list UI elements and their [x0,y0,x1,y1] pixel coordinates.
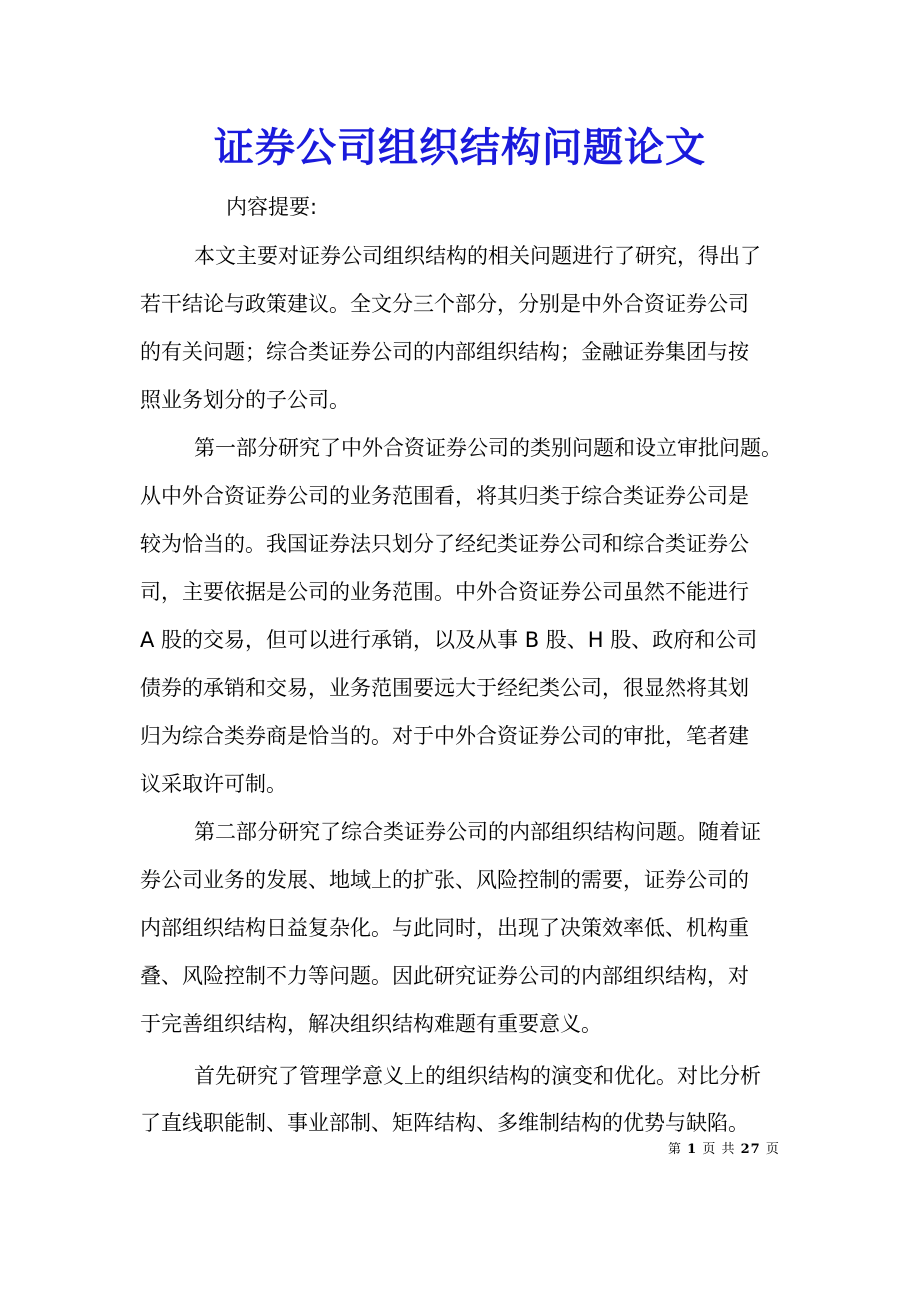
text-line: 债券的承销和交易，业务范围要远大于经纪类公司，很显然将其划 [140,676,749,700]
text-line: 的有关问题；综合类证券公司的内部组织结构；金融证券集团与按 [140,340,749,364]
page-prefix: 第 [668,1142,683,1157]
text-line: A 股的交易，但可以进行承销，以及从事 B 股、H 股、政府和公司 [140,628,758,652]
text-line: 第二部分研究了综合类证券公司的内部组织结构问题。随着证 [194,820,761,844]
page-total: 27 [740,1142,761,1157]
text-line: 内部组织结构日益复杂化。与此同时，出现了决策效率低、机构重 [140,916,749,940]
text-line: 叠、风险控制不力等问题。因此研究证券公司的内部组织结构，对 [140,964,749,988]
abstract-label: 内容提要: [226,195,318,219]
text-line: 了直线职能制、事业部制、矩阵结构、多维制结构的优势与缺陷。 [140,1111,749,1135]
page-footer [668,1141,780,1159]
page-middle: 页 共 [702,1142,736,1157]
document-title: 证券公司组织结构问题论文 [214,124,706,171]
text-line: 较为恰当的。我国证券法只划分了经纪类证券公司和综合类证券公 [140,532,749,556]
text-line: 议采取许可制。 [140,772,287,796]
text-line: 从中外合资证券公司的业务范围看，将其归类于综合类证券公司是 [140,484,749,508]
text-line: 归为综合类券商是恰当的。对于中外合资证券公司的审批，笔者建 [140,724,749,748]
text-line: 于完善组织结构，解决组织结构难题有重要意义。 [140,1012,602,1036]
text-line: 若干结论与政策建议。全文分三个部分，分别是中外合资证券公司 [140,292,749,316]
text-line: 首先研究了管理学意义上的组织结构的演变和优化。对比分析 [194,1064,761,1088]
text-line: 券公司业务的发展、地域上的扩张、风险控制的需要，证券公司的 [140,868,749,892]
text-line: 第一部分研究了中外合资证券公司的类别问题和设立审批问题。 [194,436,782,460]
text-line: 照业务划分的子公司。 [140,388,350,412]
text-line: 本文主要对证券公司组织结构的相关问题进行了研究，得出了 [194,244,761,268]
page-suffix: 页 [765,1142,780,1157]
page-number: 1 [687,1142,698,1157]
text-line: 司，主要依据是公司的业务范围。中外合资证券公司虽然不能进行 [140,580,749,604]
